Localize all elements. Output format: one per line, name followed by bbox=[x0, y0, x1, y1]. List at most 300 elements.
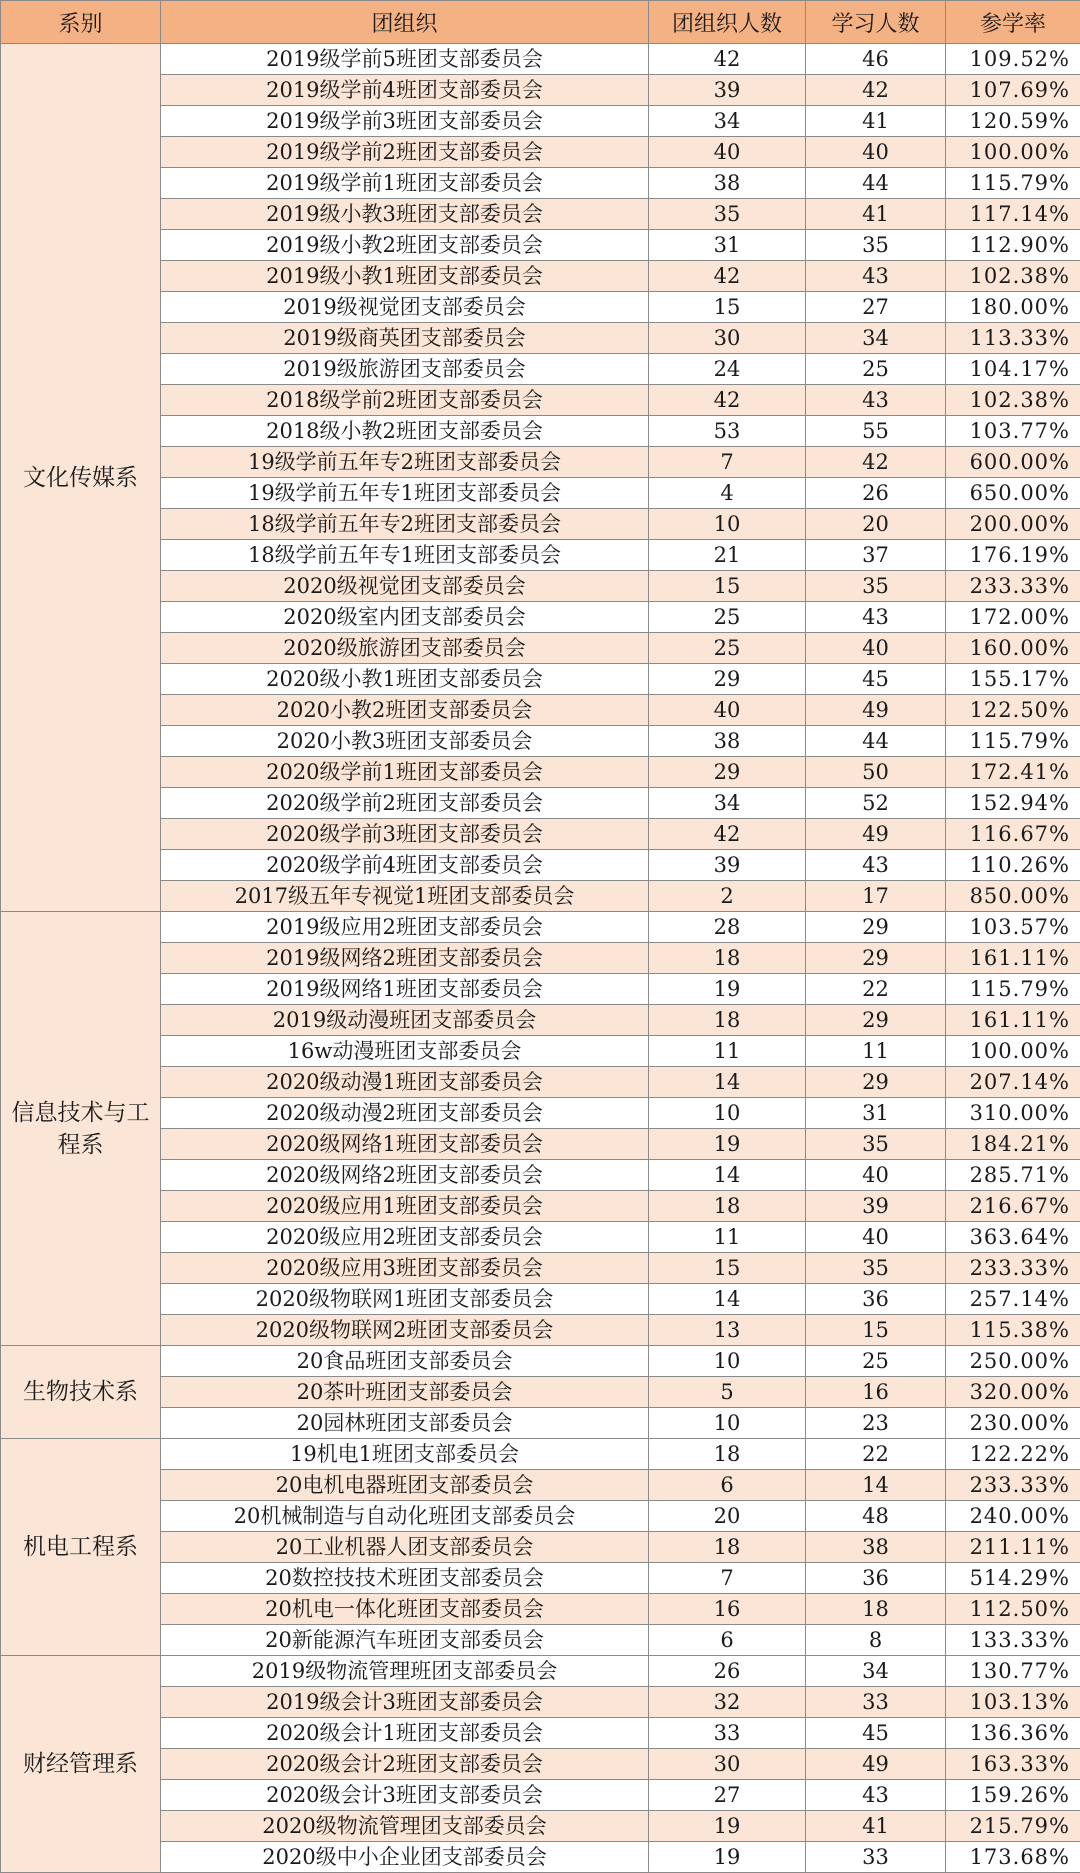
members-cell: 5 bbox=[649, 1377, 806, 1408]
learners-cell: 40 bbox=[806, 633, 946, 664]
rate-cell: 310.00% bbox=[946, 1098, 1080, 1129]
members-cell: 10 bbox=[649, 1098, 806, 1129]
learners-cell: 33 bbox=[806, 1687, 946, 1718]
table-row bbox=[1, 1780, 1080, 1811]
rate-cell: 103.13% bbox=[946, 1687, 1080, 1718]
table-row bbox=[1, 1222, 1080, 1253]
members-cell: 42 bbox=[649, 261, 806, 292]
org-cell: 2020级室内团支部委员会 bbox=[161, 602, 649, 633]
rate-cell: 200.00% bbox=[946, 509, 1080, 540]
table-row bbox=[1, 199, 1080, 230]
rate-cell: 600.00% bbox=[946, 447, 1080, 478]
learners-cell: 16 bbox=[806, 1377, 946, 1408]
learners-cell: 44 bbox=[806, 726, 946, 757]
rate-cell: 109.52% bbox=[946, 44, 1080, 75]
learners-cell: 52 bbox=[806, 788, 946, 819]
members-cell: 34 bbox=[649, 788, 806, 819]
table-row bbox=[1, 1625, 1080, 1656]
table-row bbox=[1, 1718, 1080, 1749]
org-cell: 20电机电器班团支部委员会 bbox=[161, 1470, 649, 1501]
org-cell: 20数控技技术班团支部委员会 bbox=[161, 1563, 649, 1594]
members-cell: 30 bbox=[649, 1749, 806, 1780]
rate-cell: 650.00% bbox=[946, 478, 1080, 509]
learners-cell: 40 bbox=[806, 1222, 946, 1253]
header-rate: 参学率 bbox=[946, 1, 1080, 44]
learners-cell: 29 bbox=[806, 912, 946, 943]
org-cell: 2020级会计3班团支部委员会 bbox=[161, 1780, 649, 1811]
org-cell: 20机械制造与自动化班团支部委员会 bbox=[161, 1501, 649, 1532]
table-row bbox=[1, 1439, 1080, 1470]
rate-cell: 120.59% bbox=[946, 106, 1080, 137]
org-cell: 2019级旅游团支部委员会 bbox=[161, 354, 649, 385]
learners-cell: 25 bbox=[806, 1346, 946, 1377]
rate-cell: 107.69% bbox=[946, 75, 1080, 106]
table-row bbox=[1, 478, 1080, 509]
members-cell: 39 bbox=[649, 850, 806, 881]
members-cell: 25 bbox=[649, 602, 806, 633]
members-cell: 38 bbox=[649, 168, 806, 199]
learners-cell: 29 bbox=[806, 1005, 946, 1036]
members-cell: 11 bbox=[649, 1222, 806, 1253]
org-cell: 19机电1班团支部委员会 bbox=[161, 1439, 649, 1470]
table-row bbox=[1, 540, 1080, 571]
rate-cell: 113.33% bbox=[946, 323, 1080, 354]
members-cell: 28 bbox=[649, 912, 806, 943]
learners-cell: 18 bbox=[806, 1594, 946, 1625]
org-cell: 2019级学前2班团支部委员会 bbox=[161, 137, 649, 168]
members-cell: 42 bbox=[649, 385, 806, 416]
rate-cell: 103.77% bbox=[946, 416, 1080, 447]
rate-cell: 285.71% bbox=[946, 1160, 1080, 1191]
learners-cell: 11 bbox=[806, 1036, 946, 1067]
rate-cell: 850.00% bbox=[946, 881, 1080, 912]
rate-cell: 116.67% bbox=[946, 819, 1080, 850]
rate-cell: 100.00% bbox=[946, 137, 1080, 168]
org-cell: 2020小教2班团支部委员会 bbox=[161, 695, 649, 726]
learners-cell: 25 bbox=[806, 354, 946, 385]
learners-cell: 34 bbox=[806, 323, 946, 354]
learners-cell: 27 bbox=[806, 292, 946, 323]
rate-cell: 216.67% bbox=[946, 1191, 1080, 1222]
learners-cell: 33 bbox=[806, 1842, 946, 1873]
learners-cell: 49 bbox=[806, 819, 946, 850]
org-cell: 2019级网络2班团支部委员会 bbox=[161, 943, 649, 974]
org-cell: 2020级学前3班团支部委员会 bbox=[161, 819, 649, 850]
table-row bbox=[1, 1594, 1080, 1625]
org-cell: 2019级小教2班团支部委员会 bbox=[161, 230, 649, 261]
members-cell: 4 bbox=[649, 478, 806, 509]
members-cell: 13 bbox=[649, 1315, 806, 1346]
rate-cell: 172.00% bbox=[946, 602, 1080, 633]
members-cell: 31 bbox=[649, 230, 806, 261]
table-row bbox=[1, 881, 1080, 912]
table-row bbox=[1, 1656, 1080, 1687]
org-cell: 2020级动漫2班团支部委员会 bbox=[161, 1098, 649, 1129]
learners-cell: 38 bbox=[806, 1532, 946, 1563]
org-cell: 2020级应用2班团支部委员会 bbox=[161, 1222, 649, 1253]
members-cell: 24 bbox=[649, 354, 806, 385]
learners-cell: 35 bbox=[806, 1253, 946, 1284]
table-row bbox=[1, 447, 1080, 478]
rate-cell: 112.50% bbox=[946, 1594, 1080, 1625]
org-cell: 18级学前五年专1班团支部委员会 bbox=[161, 540, 649, 571]
table-row bbox=[1, 1501, 1080, 1532]
learners-cell: 29 bbox=[806, 1067, 946, 1098]
members-cell: 15 bbox=[649, 292, 806, 323]
rate-cell: 160.00% bbox=[946, 633, 1080, 664]
org-cell: 20食品班团支部委员会 bbox=[161, 1346, 649, 1377]
members-cell: 25 bbox=[649, 633, 806, 664]
members-cell: 15 bbox=[649, 571, 806, 602]
table-row bbox=[1, 416, 1080, 447]
rate-cell: 115.79% bbox=[946, 974, 1080, 1005]
learners-cell: 39 bbox=[806, 1191, 946, 1222]
org-cell: 20机电一体化班团支部委员会 bbox=[161, 1594, 649, 1625]
rate-cell: 100.00% bbox=[946, 1036, 1080, 1067]
rate-cell: 184.21% bbox=[946, 1129, 1080, 1160]
rate-cell: 117.14% bbox=[946, 199, 1080, 230]
table-row bbox=[1, 1749, 1080, 1780]
header-learners: 学习人数 bbox=[806, 1, 946, 44]
rate-cell: 115.38% bbox=[946, 1315, 1080, 1346]
org-cell: 2020级物联网1班团支部委员会 bbox=[161, 1284, 649, 1315]
table-row bbox=[1, 1036, 1080, 1067]
rate-cell: 159.26% bbox=[946, 1780, 1080, 1811]
org-cell: 2019级商英团支部委员会 bbox=[161, 323, 649, 354]
table-row bbox=[1, 354, 1080, 385]
rate-cell: 152.94% bbox=[946, 788, 1080, 819]
learners-cell: 45 bbox=[806, 1718, 946, 1749]
table-row bbox=[1, 1687, 1080, 1718]
rate-cell: 172.41% bbox=[946, 757, 1080, 788]
members-cell: 16 bbox=[649, 1594, 806, 1625]
org-cell: 2020级应用3班团支部委员会 bbox=[161, 1253, 649, 1284]
rate-cell: 180.00% bbox=[946, 292, 1080, 323]
members-cell: 42 bbox=[649, 44, 806, 75]
rate-cell: 161.11% bbox=[946, 1005, 1080, 1036]
org-cell: 2019级物流管理班团支部委员会 bbox=[161, 1656, 649, 1687]
rate-cell: 115.79% bbox=[946, 726, 1080, 757]
members-cell: 18 bbox=[649, 1191, 806, 1222]
table-row bbox=[1, 664, 1080, 695]
learners-cell: 22 bbox=[806, 1439, 946, 1470]
table-row bbox=[1, 571, 1080, 602]
members-cell: 14 bbox=[649, 1284, 806, 1315]
table-row bbox=[1, 1160, 1080, 1191]
dept-cell: 文化传媒系 bbox=[1, 44, 161, 912]
members-cell: 10 bbox=[649, 1408, 806, 1439]
members-cell: 26 bbox=[649, 1656, 806, 1687]
table-row bbox=[1, 943, 1080, 974]
org-cell: 2019级学前3班团支部委员会 bbox=[161, 106, 649, 137]
learners-cell: 8 bbox=[806, 1625, 946, 1656]
learners-cell: 44 bbox=[806, 168, 946, 199]
org-cell: 2020级物流管理团支部委员会 bbox=[161, 1811, 649, 1842]
table-row bbox=[1, 1470, 1080, 1501]
learners-cell: 22 bbox=[806, 974, 946, 1005]
members-cell: 53 bbox=[649, 416, 806, 447]
table-row bbox=[1, 1408, 1080, 1439]
table-row bbox=[1, 1811, 1080, 1842]
rate-cell: 363.64% bbox=[946, 1222, 1080, 1253]
org-cell: 2020级学前2班团支部委员会 bbox=[161, 788, 649, 819]
table-row bbox=[1, 509, 1080, 540]
learners-cell: 14 bbox=[806, 1470, 946, 1501]
org-cell: 2020级中小企业团支部委员会 bbox=[161, 1842, 649, 1873]
learners-cell: 42 bbox=[806, 447, 946, 478]
learners-cell: 45 bbox=[806, 664, 946, 695]
learners-cell: 40 bbox=[806, 137, 946, 168]
rate-cell: 163.33% bbox=[946, 1749, 1080, 1780]
learners-cell: 46 bbox=[806, 44, 946, 75]
learners-cell: 35 bbox=[806, 1129, 946, 1160]
table-row bbox=[1, 106, 1080, 137]
rate-cell: 155.17% bbox=[946, 664, 1080, 695]
learners-cell: 49 bbox=[806, 1749, 946, 1780]
learners-cell: 43 bbox=[806, 385, 946, 416]
rate-cell: 136.36% bbox=[946, 1718, 1080, 1749]
org-cell: 20工业机器人团支部委员会 bbox=[161, 1532, 649, 1563]
members-cell: 27 bbox=[649, 1780, 806, 1811]
members-cell: 18 bbox=[649, 1439, 806, 1470]
learners-cell: 42 bbox=[806, 75, 946, 106]
org-cell: 2020级应用1班团支部委员会 bbox=[161, 1191, 649, 1222]
table-row bbox=[1, 602, 1080, 633]
rate-cell: 320.00% bbox=[946, 1377, 1080, 1408]
learners-cell: 34 bbox=[806, 1656, 946, 1687]
members-cell: 19 bbox=[649, 1811, 806, 1842]
org-cell: 2019级会计3班团支部委员会 bbox=[161, 1687, 649, 1718]
members-cell: 14 bbox=[649, 1160, 806, 1191]
members-cell: 19 bbox=[649, 1129, 806, 1160]
rate-cell: 176.19% bbox=[946, 540, 1080, 571]
learners-cell: 55 bbox=[806, 416, 946, 447]
rate-cell: 250.00% bbox=[946, 1346, 1080, 1377]
rate-cell: 211.11% bbox=[946, 1532, 1080, 1563]
org-cell: 2019级小教1班团支部委员会 bbox=[161, 261, 649, 292]
members-cell: 21 bbox=[649, 540, 806, 571]
learners-cell: 35 bbox=[806, 230, 946, 261]
org-cell: 2019级学前5班团支部委员会 bbox=[161, 44, 649, 75]
learners-cell: 41 bbox=[806, 1811, 946, 1842]
org-cell: 2020级旅游团支部委员会 bbox=[161, 633, 649, 664]
rate-cell: 102.38% bbox=[946, 261, 1080, 292]
org-cell: 2019级视觉团支部委员会 bbox=[161, 292, 649, 323]
members-cell: 20 bbox=[649, 1501, 806, 1532]
org-cell: 2020级会计1班团支部委员会 bbox=[161, 1718, 649, 1749]
members-cell: 42 bbox=[649, 819, 806, 850]
learners-cell: 26 bbox=[806, 478, 946, 509]
learners-cell: 29 bbox=[806, 943, 946, 974]
members-cell: 38 bbox=[649, 726, 806, 757]
members-cell: 19 bbox=[649, 974, 806, 1005]
table-row bbox=[1, 850, 1080, 881]
members-cell: 7 bbox=[649, 1563, 806, 1594]
table-row bbox=[1, 323, 1080, 354]
table-row bbox=[1, 1842, 1080, 1873]
learners-cell: 23 bbox=[806, 1408, 946, 1439]
org-cell: 20新能源汽车班团支部委员会 bbox=[161, 1625, 649, 1656]
members-cell: 29 bbox=[649, 757, 806, 788]
org-cell: 2020级视觉团支部委员会 bbox=[161, 571, 649, 602]
learners-cell: 20 bbox=[806, 509, 946, 540]
org-cell: 2020级动漫1班团支部委员会 bbox=[161, 1067, 649, 1098]
org-cell: 2019级学前1班团支部委员会 bbox=[161, 168, 649, 199]
members-cell: 18 bbox=[649, 1005, 806, 1036]
table-row bbox=[1, 292, 1080, 323]
table-row bbox=[1, 1284, 1080, 1315]
learners-cell: 17 bbox=[806, 881, 946, 912]
table-row bbox=[1, 261, 1080, 292]
table-row bbox=[1, 726, 1080, 757]
table-row bbox=[1, 137, 1080, 168]
table-row bbox=[1, 695, 1080, 726]
rate-cell: 233.33% bbox=[946, 571, 1080, 602]
learners-cell: 43 bbox=[806, 261, 946, 292]
rate-cell: 115.79% bbox=[946, 168, 1080, 199]
org-cell: 19级学前五年专1班团支部委员会 bbox=[161, 478, 649, 509]
table-row bbox=[1, 1377, 1080, 1408]
header-row bbox=[1, 1, 1080, 44]
rate-cell: 133.33% bbox=[946, 1625, 1080, 1656]
learners-cell: 41 bbox=[806, 199, 946, 230]
table-row bbox=[1, 385, 1080, 416]
learners-cell: 49 bbox=[806, 695, 946, 726]
table-row bbox=[1, 819, 1080, 850]
members-cell: 40 bbox=[649, 695, 806, 726]
learners-cell: 37 bbox=[806, 540, 946, 571]
org-cell: 2020小教3班团支部委员会 bbox=[161, 726, 649, 757]
learners-cell: 48 bbox=[806, 1501, 946, 1532]
table-row bbox=[1, 1067, 1080, 1098]
rate-cell: 110.26% bbox=[946, 850, 1080, 881]
table-row bbox=[1, 788, 1080, 819]
rate-cell: 122.50% bbox=[946, 695, 1080, 726]
rate-cell: 233.33% bbox=[946, 1470, 1080, 1501]
rate-cell: 173.68% bbox=[946, 1842, 1080, 1873]
org-cell: 2019级动漫班团支部委员会 bbox=[161, 1005, 649, 1036]
table-row bbox=[1, 1563, 1080, 1594]
rate-cell: 130.77% bbox=[946, 1656, 1080, 1687]
learners-cell: 43 bbox=[806, 602, 946, 633]
table-row bbox=[1, 1315, 1080, 1346]
members-cell: 7 bbox=[649, 447, 806, 478]
learners-cell: 15 bbox=[806, 1315, 946, 1346]
members-cell: 18 bbox=[649, 943, 806, 974]
members-cell: 14 bbox=[649, 1067, 806, 1098]
learners-cell: 40 bbox=[806, 1160, 946, 1191]
header-org: 团组织 bbox=[161, 1, 649, 44]
rate-cell: 161.11% bbox=[946, 943, 1080, 974]
table-row bbox=[1, 1005, 1080, 1036]
org-cell: 2020级学前4班团支部委员会 bbox=[161, 850, 649, 881]
rate-cell: 215.79% bbox=[946, 1811, 1080, 1842]
header-dept: 系别 bbox=[1, 1, 161, 44]
members-cell: 11 bbox=[649, 1036, 806, 1067]
rate-cell: 103.57% bbox=[946, 912, 1080, 943]
org-cell: 16w动漫班团支部委员会 bbox=[161, 1036, 649, 1067]
table-row bbox=[1, 75, 1080, 106]
learners-cell: 36 bbox=[806, 1563, 946, 1594]
rate-cell: 257.14% bbox=[946, 1284, 1080, 1315]
learners-cell: 50 bbox=[806, 757, 946, 788]
members-cell: 34 bbox=[649, 106, 806, 137]
members-cell: 40 bbox=[649, 137, 806, 168]
members-cell: 19 bbox=[649, 1842, 806, 1873]
members-cell: 39 bbox=[649, 75, 806, 106]
org-cell: 2019级小教3班团支部委员会 bbox=[161, 199, 649, 230]
rate-cell: 240.00% bbox=[946, 1501, 1080, 1532]
members-cell: 15 bbox=[649, 1253, 806, 1284]
dept-cell: 财经管理系 bbox=[1, 1656, 161, 1873]
table-row bbox=[1, 44, 1080, 75]
table-row bbox=[1, 912, 1080, 943]
table-row bbox=[1, 230, 1080, 261]
org-cell: 18级学前五年专2班团支部委员会 bbox=[161, 509, 649, 540]
learners-cell: 43 bbox=[806, 850, 946, 881]
org-cell: 2020级物联网2班团支部委员会 bbox=[161, 1315, 649, 1346]
table-row bbox=[1, 757, 1080, 788]
rate-cell: 104.17% bbox=[946, 354, 1080, 385]
org-cell: 20茶叶班团支部委员会 bbox=[161, 1377, 649, 1408]
learners-cell: 35 bbox=[806, 571, 946, 602]
rate-cell: 102.38% bbox=[946, 385, 1080, 416]
rate-cell: 112.90% bbox=[946, 230, 1080, 261]
org-cell: 2020级小教1班团支部委员会 bbox=[161, 664, 649, 695]
learners-cell: 31 bbox=[806, 1098, 946, 1129]
rate-cell: 207.14% bbox=[946, 1067, 1080, 1098]
table-row bbox=[1, 1532, 1080, 1563]
org-cell: 2019级网络1班团支部委员会 bbox=[161, 974, 649, 1005]
table-row bbox=[1, 1129, 1080, 1160]
table-row bbox=[1, 1098, 1080, 1129]
table-row bbox=[1, 633, 1080, 664]
header-members: 团组织人数 bbox=[649, 1, 806, 44]
org-cell: 2020级网络1班团支部委员会 bbox=[161, 1129, 649, 1160]
table-row bbox=[1, 974, 1080, 1005]
org-cell: 2019级学前4班团支部委员会 bbox=[161, 75, 649, 106]
members-cell: 10 bbox=[649, 509, 806, 540]
org-cell: 20园林班团支部委员会 bbox=[161, 1408, 649, 1439]
learners-cell: 36 bbox=[806, 1284, 946, 1315]
members-cell: 6 bbox=[649, 1625, 806, 1656]
org-cell: 19级学前五年专2班团支部委员会 bbox=[161, 447, 649, 478]
org-cell: 2020级会计2班团支部委员会 bbox=[161, 1749, 649, 1780]
rate-cell: 233.33% bbox=[946, 1253, 1080, 1284]
dept-cell: 信息技术与工程系 bbox=[1, 912, 161, 1346]
table-body bbox=[1, 44, 1080, 1873]
members-cell: 29 bbox=[649, 664, 806, 695]
org-cell: 2020级学前1班团支部委员会 bbox=[161, 757, 649, 788]
dept-cell: 生物技术系 bbox=[1, 1346, 161, 1439]
members-cell: 6 bbox=[649, 1470, 806, 1501]
members-cell: 2 bbox=[649, 881, 806, 912]
rate-cell: 122.22% bbox=[946, 1439, 1080, 1470]
table-row bbox=[1, 168, 1080, 199]
rate-cell: 514.29% bbox=[946, 1563, 1080, 1594]
members-cell: 32 bbox=[649, 1687, 806, 1718]
org-cell: 2017级五年专视觉1班团支部委员会 bbox=[161, 881, 649, 912]
members-cell: 30 bbox=[649, 323, 806, 354]
dept-cell: 机电工程系 bbox=[1, 1439, 161, 1656]
rate-cell: 230.00% bbox=[946, 1408, 1080, 1439]
org-cell: 2020级网络2班团支部委员会 bbox=[161, 1160, 649, 1191]
learners-cell: 43 bbox=[806, 1780, 946, 1811]
members-cell: 35 bbox=[649, 199, 806, 230]
members-cell: 33 bbox=[649, 1718, 806, 1749]
org-cell: 2018级小教2班团支部委员会 bbox=[161, 416, 649, 447]
table-row bbox=[1, 1253, 1080, 1284]
